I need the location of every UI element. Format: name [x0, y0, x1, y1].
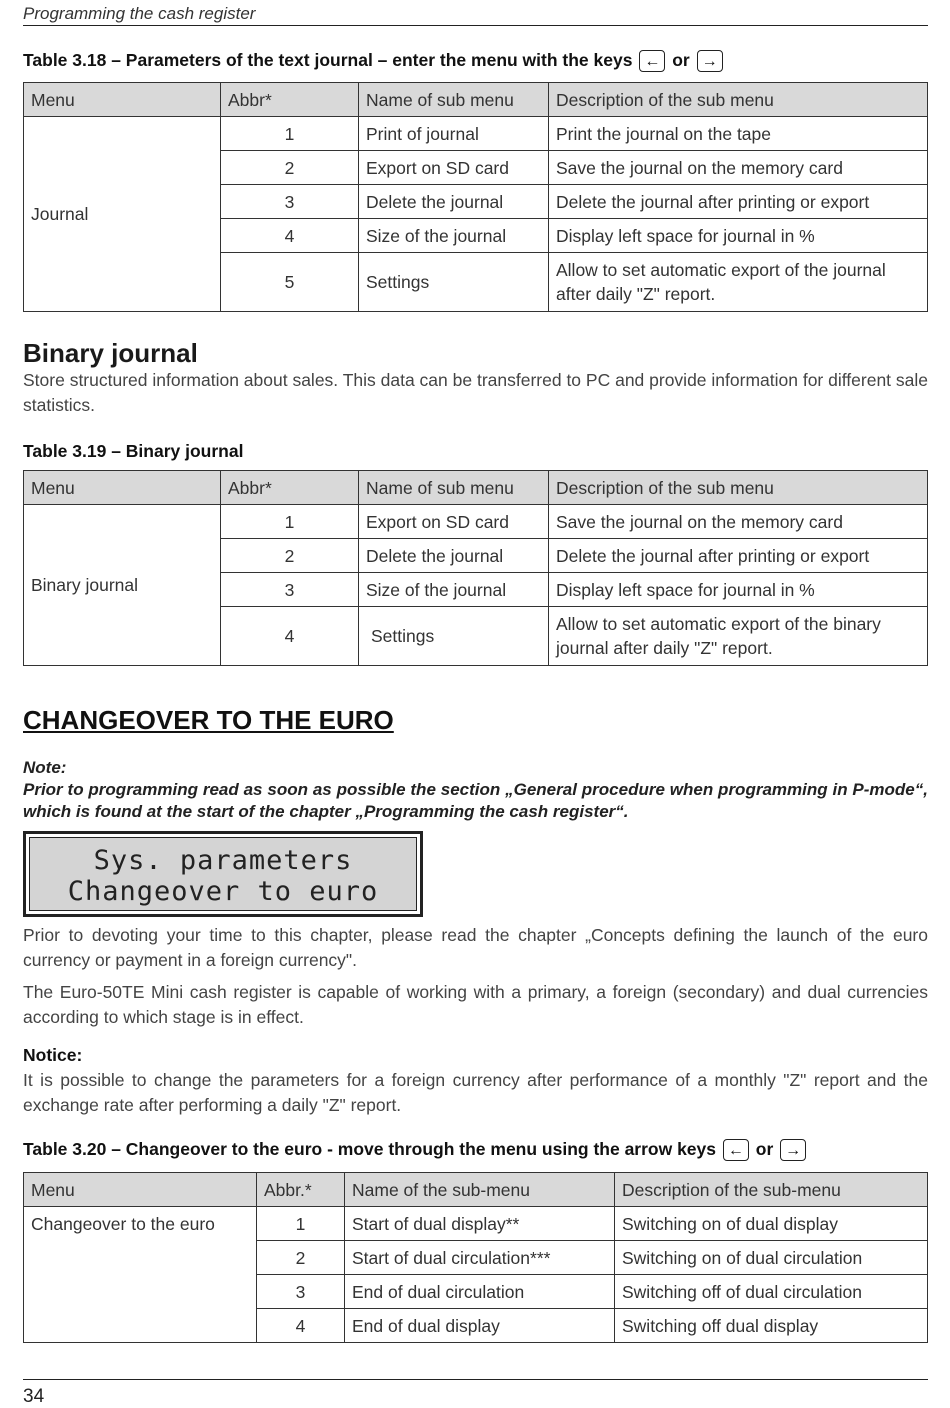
col-header-menu: Menu — [24, 83, 221, 117]
table-header-row — [24, 471, 928, 505]
desc-cell: Print the journal on the tape — [549, 117, 928, 151]
left-arrow-key-icon: ← — [723, 1139, 749, 1161]
desc-cell: Save the journal on the memory card — [549, 151, 928, 185]
name-cell: Export on SD card — [359, 505, 549, 539]
name-cell: Print of journal — [359, 117, 549, 151]
page-number: 34 — [23, 1386, 45, 1407]
table-3-18-caption-text: Table 3.18 – Parameters of the text journal – enter the menu with the keys — [23, 50, 633, 70]
caption-or: or — [672, 50, 690, 70]
abbr-cell: 2 — [221, 539, 359, 573]
abbr-cell: 1 — [221, 117, 359, 151]
lcd-line-2: Changeover to euro — [67, 876, 379, 907]
menu-cell: Binary journal — [24, 505, 221, 666]
binary-journal-text: Store structured information about sales. This data can be transferred to PC and provide information for different sale statistics. — [23, 370, 928, 415]
desc-cell: Switching off of dual circulation — [615, 1275, 928, 1309]
name-cell: Settings — [359, 607, 549, 666]
notice-label: Notice: — [23, 1045, 83, 1065]
col-header-name: Name of sub menu — [359, 83, 549, 117]
desc-cell: Delete the journal after printing or export — [549, 185, 928, 219]
binary-journal-heading: Binary journal — [23, 338, 198, 368]
desc-cell — [549, 253, 928, 312]
desc-cell: Delete the journal after printing or export — [549, 539, 928, 573]
euro-heading: CHANGEOVER TO THE EURO — [23, 705, 394, 735]
desc-line: Allow to set automatic export of the journal — [556, 260, 886, 280]
menu-cell: Changeover to the euro — [24, 1207, 257, 1343]
col-header-menu: Menu — [24, 471, 221, 505]
table-3-20 — [23, 1172, 928, 1343]
name-cell: Delete the journal — [359, 185, 549, 219]
abbr-cell: 1 — [221, 505, 359, 539]
table-3-18-caption — [23, 50, 725, 72]
abbr-cell: 1 — [257, 1207, 345, 1241]
running-header: Programming the cash register — [23, 4, 928, 26]
right-arrow-key-icon: → — [697, 50, 723, 72]
notice-text: It is possible to change the parameters for a foreign currency after performance of a monthly "Z" report and the exchange rate after performing a daily "Z" report. — [23, 1070, 928, 1115]
desc-cell: Switching off dual display — [615, 1309, 928, 1343]
desc-line: Allow to set automatic export of the binary — [556, 614, 881, 634]
col-header-abbr: Abbr* — [221, 83, 359, 117]
abbr-cell: 3 — [221, 573, 359, 607]
euro-para-1: Prior to devoting your time to this chapter, please read the chapter „Concepts defining the launch of the euro currency or payment in a foreign currency". — [23, 925, 928, 970]
col-header-abbr: Abbr* — [221, 471, 359, 505]
desc-line: journal after daily "Z" report. — [556, 638, 773, 658]
table-3-19 — [23, 470, 928, 666]
lcd-display — [23, 831, 423, 917]
desc-line: after daily "Z" report. — [556, 284, 716, 304]
table-row — [24, 505, 928, 539]
abbr-cell: 3 — [257, 1275, 345, 1309]
desc-cell: Save the journal on the memory card — [549, 505, 928, 539]
abbr-cell: 4 — [221, 219, 359, 253]
col-header-desc: Description of the sub menu — [549, 83, 928, 117]
desc-cell: Switching on of dual circulation — [615, 1241, 928, 1275]
table-3-20-caption — [23, 1139, 808, 1161]
col-header-name: Name of sub menu — [359, 471, 549, 505]
name-cell: Export on SD card — [359, 151, 549, 185]
table-3-19-caption: Table 3.19 – Binary journal — [23, 441, 244, 461]
lcd-screen — [29, 837, 417, 911]
col-header-abbr: Abbr.* — [257, 1173, 345, 1207]
caption-or: or — [755, 1139, 774, 1159]
desc-cell — [549, 607, 928, 666]
col-header-desc: Description of the sub-menu — [615, 1173, 928, 1207]
name-cell: End of dual display — [345, 1309, 615, 1343]
abbr-cell: 4 — [257, 1309, 345, 1343]
table-3-20-caption-text: Table 3.20 – Changeover to the euro - move through the menu using the arrow keys — [23, 1139, 717, 1159]
euro-para-2: The Euro-50TE Mini cash register is capable of working with a primary, a foreign (secondary) and dual currencies according to which stage is in effect. — [23, 982, 928, 1027]
abbr-cell: 4 — [221, 607, 359, 666]
abbr-cell: 2 — [257, 1241, 345, 1275]
table-3-18 — [23, 82, 928, 312]
lcd-line-1: Sys. parameters — [93, 845, 353, 876]
name-cell: End of dual circulation — [345, 1275, 615, 1309]
menu-cell: Journal — [24, 117, 221, 312]
desc-cell: Display left space for journal in % — [549, 219, 928, 253]
desc-cell: Display left space for journal in % — [549, 573, 928, 607]
table-header-row — [24, 1173, 928, 1207]
name-cell: Size of the journal — [359, 573, 549, 607]
col-header-name: Name of the sub-menu — [345, 1173, 615, 1207]
table-row — [24, 1207, 928, 1241]
right-arrow-key-icon: → — [780, 1139, 806, 1161]
abbr-cell: 5 — [221, 253, 359, 312]
name-cell: Start of dual circulation*** — [345, 1241, 615, 1275]
col-header-menu: Menu — [24, 1173, 257, 1207]
abbr-cell: 3 — [221, 185, 359, 219]
footer-rule — [23, 1379, 928, 1380]
desc-cell: Switching on of dual display — [615, 1207, 928, 1241]
table-header-row — [24, 83, 928, 117]
name-cell: Start of dual display** — [345, 1207, 615, 1241]
left-arrow-key-icon: ← — [639, 50, 665, 72]
name-cell: Size of the journal — [359, 219, 549, 253]
col-header-desc: Description of the sub menu — [549, 471, 928, 505]
abbr-cell: 2 — [221, 151, 359, 185]
name-cell: Settings — [359, 253, 549, 312]
note-text: Prior to programming read as soon as possible the section „General procedure when programming in P-mode“, which is found at the start of the chapter „Programming the cash register“. — [23, 780, 928, 821]
name-cell: Delete the journal — [359, 539, 549, 573]
table-row — [24, 117, 928, 151]
note-label: Note: — [23, 758, 67, 777]
